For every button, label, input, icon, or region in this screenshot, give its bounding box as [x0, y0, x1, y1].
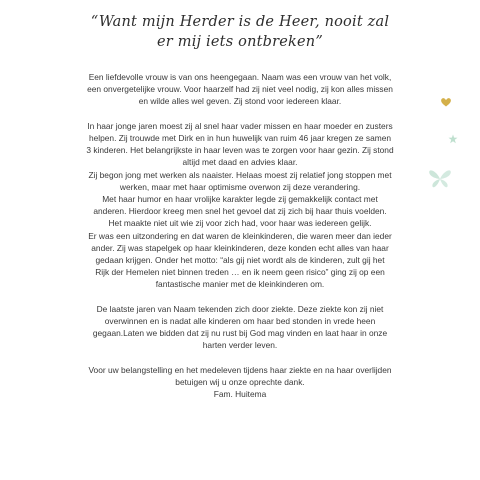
- text-line: harten verder leven.: [202, 340, 278, 351]
- paragraph-gap: [52, 352, 428, 364]
- verse-quote: [0, 12, 480, 52]
- gold-heart-icon: [440, 96, 452, 108]
- text-line: Er was een uitzondering en dat waren de kleinkinderen, die waren meer dan ieder: [88, 230, 392, 241]
- paragraph: [52, 303, 428, 352]
- text-line: gegaan.Laten we bidden dat zij nu rust bij God mag vinden en laat haar in onze: [92, 328, 388, 339]
- text-line: fantastische manier met de kleinkinderen om.: [155, 279, 325, 290]
- text-line: 3 kinderen. Het belangrijkste in haar leven was te zorgen voor haar gezin. Zij stond: [86, 145, 394, 156]
- verse-line-1: “Want mijn Herder is de Heer, nooit zal: [90, 14, 390, 30]
- star-icon: [448, 134, 458, 144]
- text-line: Rijk der Hemelen niet binnen treden … en ik neem geen risico” ging zij op een: [95, 267, 385, 278]
- text-line: anderen. Hierdoor kreeg men snel het gevoel dat zij zich bij haar thuis voelden.: [93, 206, 387, 217]
- body-text: [52, 71, 428, 400]
- paragraph-gap: [52, 291, 428, 303]
- text-line: altijd met daad en advies klaar.: [182, 157, 298, 168]
- text-line: In haar jonge jaren moest zij al snel haar vader missen en haar moeder en zusters: [87, 120, 393, 131]
- paragraph: [52, 71, 428, 108]
- text-line: en wilde alles wel geven. Zij stond voor iedereen klaar.: [138, 96, 342, 107]
- text-line: Fam. Huitema: [213, 389, 267, 400]
- text-line: Zij begon jong met werken als naaister. Helaas moest zij relatief jong stoppen met: [88, 169, 392, 180]
- paragraph: [52, 120, 428, 291]
- text-line: De laatste jaren van Naam tekenden zich door ziekte. Deze ziekte kon zij niet: [96, 303, 384, 314]
- text-line: Het maakte niet uit wie zij voor zich had, voor haar was iedereen gelijk.: [108, 218, 372, 229]
- verse-line-2: er mij iets ontbreken”: [157, 34, 323, 50]
- text-line: een onvergetelijke vrouw. Voor haarzelf had zij niet veel nodig, zij kon alles missen: [87, 84, 393, 95]
- paragraph-gap: [52, 108, 428, 120]
- butterfly-icon: [428, 168, 452, 190]
- text-line: overwinnen en is nadat alle kinderen om haar bed stonden in vrede heen: [104, 316, 376, 327]
- paragraph: [52, 364, 428, 401]
- text-line: werken, maar met haar optimisme overwon zij deze verandering.: [119, 181, 361, 192]
- text-line: gedaan krijgen. Onder het motto: “als gij niet wordt als de kinderen, zult gij het: [95, 255, 385, 266]
- text-line: betuigen wij u onze oprechte dank.: [175, 377, 305, 388]
- text-line: Een liefdevolle vrouw is van ons heengegaan. Naam was een vrouw van het volk,: [88, 72, 392, 82]
- text-line: Met haar humor en haar vrolijke karakter legde zij gemakkelijk contact met: [102, 194, 378, 205]
- text-line: helpen. Zij trouwde met Dirk en in hun huwelijk van ruim 46 jaar kregen ze samen: [88, 133, 392, 143]
- text-line: Voor uw belangstelling en het medeleven tijdens haar ziekte en na haar overlijden: [88, 364, 392, 375]
- text-line: ander. Zij was stapelgek op haar kleinkinderen, deze konden echt alles van haar: [91, 242, 389, 253]
